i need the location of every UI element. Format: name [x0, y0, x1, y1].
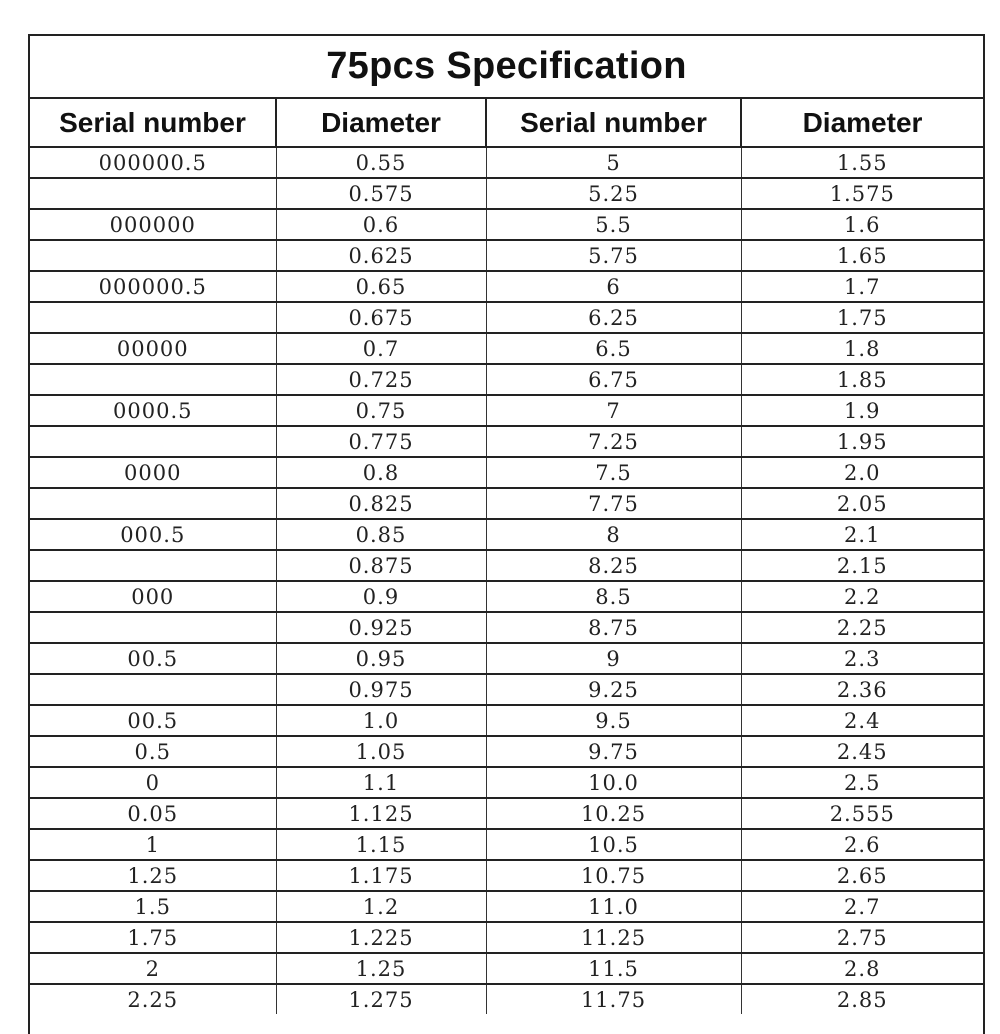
cell-serial-number: 00.5 [30, 643, 276, 674]
table-row [30, 891, 983, 922]
header-row [30, 99, 983, 147]
spec-table [30, 99, 983, 1014]
cell-serial-number: 5.75 [486, 240, 741, 271]
cell-diameter: 0.85 [276, 519, 486, 550]
cell-diameter: 2.1 [741, 519, 983, 550]
table-row [30, 798, 983, 829]
cell-diameter: 1.275 [276, 984, 486, 1014]
cell-diameter: 0.55 [276, 147, 486, 178]
cell-diameter: 2.2 [741, 581, 983, 612]
header-serial-number-1: Serial number [30, 99, 276, 147]
cell-serial-number: 8.25 [486, 550, 741, 581]
cell-diameter: 2.8 [741, 953, 983, 984]
table-body [30, 147, 983, 1014]
table-row [30, 519, 983, 550]
cell-diameter: 2.7 [741, 891, 983, 922]
cell-serial-number [30, 426, 276, 457]
cell-serial-number: 7.75 [486, 488, 741, 519]
header-diameter-1: Diameter [276, 99, 486, 147]
cell-diameter: 2.05 [741, 488, 983, 519]
cell-serial-number: 0 [30, 767, 276, 798]
cell-diameter: 0.65 [276, 271, 486, 302]
table-row [30, 581, 983, 612]
cell-serial-number: 0.5 [30, 736, 276, 767]
cell-diameter: 0.575 [276, 178, 486, 209]
cell-serial-number [30, 612, 276, 643]
cell-diameter: 1.175 [276, 860, 486, 891]
cell-serial-number [30, 550, 276, 581]
cell-serial-number [30, 364, 276, 395]
cell-serial-number: 8 [486, 519, 741, 550]
cell-serial-number: 7 [486, 395, 741, 426]
table-row [30, 612, 983, 643]
table-row [30, 302, 983, 333]
cell-diameter: 2.555 [741, 798, 983, 829]
cell-serial-number: 10.0 [486, 767, 741, 798]
cell-diameter: 0.925 [276, 612, 486, 643]
cell-serial-number: 7.5 [486, 457, 741, 488]
cell-serial-number: 1.5 [30, 891, 276, 922]
cell-diameter: 1.1 [276, 767, 486, 798]
cell-serial-number: 9.75 [486, 736, 741, 767]
cell-serial-number: 000.5 [30, 519, 276, 550]
table-row [30, 767, 983, 798]
cell-serial-number: 2 [30, 953, 276, 984]
cell-diameter: 2.75 [741, 922, 983, 953]
cell-serial-number: 00000 [30, 333, 276, 364]
cell-serial-number [30, 488, 276, 519]
cell-serial-number: 000000 [30, 209, 276, 240]
cell-serial-number [30, 178, 276, 209]
cell-diameter: 0.8 [276, 457, 486, 488]
cell-diameter: 1.85 [741, 364, 983, 395]
table-row [30, 209, 983, 240]
cell-serial-number: 6.25 [486, 302, 741, 333]
cell-serial-number: 9.25 [486, 674, 741, 705]
cell-diameter: 0.95 [276, 643, 486, 674]
cell-serial-number: 10.5 [486, 829, 741, 860]
table-row [30, 674, 983, 705]
table-row [30, 488, 983, 519]
table-row [30, 271, 983, 302]
cell-diameter: 0.875 [276, 550, 486, 581]
cell-serial-number: 7.25 [486, 426, 741, 457]
cell-serial-number: 10.25 [486, 798, 741, 829]
table-row [30, 550, 983, 581]
cell-diameter: 2.4 [741, 705, 983, 736]
cell-diameter: 1.0 [276, 705, 486, 736]
table-row [30, 705, 983, 736]
cell-diameter: 2.3 [741, 643, 983, 674]
cell-serial-number: 5 [486, 147, 741, 178]
table-row [30, 333, 983, 364]
table-row [30, 736, 983, 767]
cell-diameter: 1.7 [741, 271, 983, 302]
cell-diameter: 2.5 [741, 767, 983, 798]
cell-serial-number [30, 302, 276, 333]
cell-diameter: 0.975 [276, 674, 486, 705]
table-row [30, 829, 983, 860]
cell-serial-number: 5.25 [486, 178, 741, 209]
cell-diameter: 0.675 [276, 302, 486, 333]
cell-diameter: 1.575 [741, 178, 983, 209]
cell-diameter: 0.7 [276, 333, 486, 364]
cell-diameter: 1.125 [276, 798, 486, 829]
cell-serial-number: 10.75 [486, 860, 741, 891]
cell-serial-number: 000000.5 [30, 147, 276, 178]
cell-diameter: 1.9 [741, 395, 983, 426]
cell-diameter: 0.75 [276, 395, 486, 426]
cell-serial-number: 1.25 [30, 860, 276, 891]
cell-diameter: 1.75 [741, 302, 983, 333]
header-serial-number-2: Serial number [486, 99, 741, 147]
cell-diameter: 1.95 [741, 426, 983, 457]
cell-diameter: 2.36 [741, 674, 983, 705]
cell-diameter: 1.55 [741, 147, 983, 178]
cell-diameter: 2.25 [741, 612, 983, 643]
cell-serial-number: 9.5 [486, 705, 741, 736]
cell-serial-number: 11.5 [486, 953, 741, 984]
cell-serial-number: 11.75 [486, 984, 741, 1014]
cell-serial-number: 00.5 [30, 705, 276, 736]
table-row [30, 457, 983, 488]
table-title: 75pcs Specification [30, 36, 983, 99]
cell-diameter: 0.625 [276, 240, 486, 271]
cell-diameter: 1.225 [276, 922, 486, 953]
cell-serial-number: 8.5 [486, 581, 741, 612]
cell-serial-number: 0000.5 [30, 395, 276, 426]
table-row [30, 147, 983, 178]
cell-serial-number: 000000.5 [30, 271, 276, 302]
cell-diameter: 2.6 [741, 829, 983, 860]
cell-serial-number [30, 240, 276, 271]
cell-serial-number: 8.75 [486, 612, 741, 643]
cell-serial-number: 9 [486, 643, 741, 674]
cell-diameter: 1.8 [741, 333, 983, 364]
cell-diameter: 0.775 [276, 426, 486, 457]
cell-diameter: 2.15 [741, 550, 983, 581]
cell-diameter: 2.45 [741, 736, 983, 767]
table-row [30, 178, 983, 209]
cell-serial-number: 0.05 [30, 798, 276, 829]
cell-serial-number: 6.75 [486, 364, 741, 395]
table-row [30, 860, 983, 891]
cell-diameter: 0.6 [276, 209, 486, 240]
cell-serial-number: 6.5 [486, 333, 741, 364]
cell-serial-number: 000 [30, 581, 276, 612]
cell-diameter: 0.9 [276, 581, 486, 612]
cell-diameter: 1.6 [741, 209, 983, 240]
table-row [30, 984, 983, 1014]
table-row [30, 953, 983, 984]
cell-diameter: 1.15 [276, 829, 486, 860]
cell-diameter: 2.0 [741, 457, 983, 488]
table-row [30, 395, 983, 426]
table-row [30, 240, 983, 271]
table-row [30, 643, 983, 674]
cell-diameter: 1.05 [276, 736, 486, 767]
cell-serial-number: 11.0 [486, 891, 741, 922]
cell-serial-number: 1.75 [30, 922, 276, 953]
table-row [30, 364, 983, 395]
cell-serial-number: 0000 [30, 457, 276, 488]
cell-diameter: 2.65 [741, 860, 983, 891]
cell-diameter: 1.2 [276, 891, 486, 922]
cell-serial-number: 11.25 [486, 922, 741, 953]
cell-serial-number: 2.25 [30, 984, 276, 1014]
table-row [30, 922, 983, 953]
cell-diameter: 0.725 [276, 364, 486, 395]
cell-serial-number: 1 [30, 829, 276, 860]
cell-diameter: 1.25 [276, 953, 486, 984]
table-row [30, 426, 983, 457]
cell-serial-number: 5.5 [486, 209, 741, 240]
cell-serial-number: 6 [486, 271, 741, 302]
cell-serial-number [30, 674, 276, 705]
spec-table-frame [28, 34, 985, 1034]
header-diameter-2: Diameter [741, 99, 983, 147]
cell-diameter: 0.825 [276, 488, 486, 519]
cell-diameter: 1.65 [741, 240, 983, 271]
cell-diameter: 2.85 [741, 984, 983, 1014]
